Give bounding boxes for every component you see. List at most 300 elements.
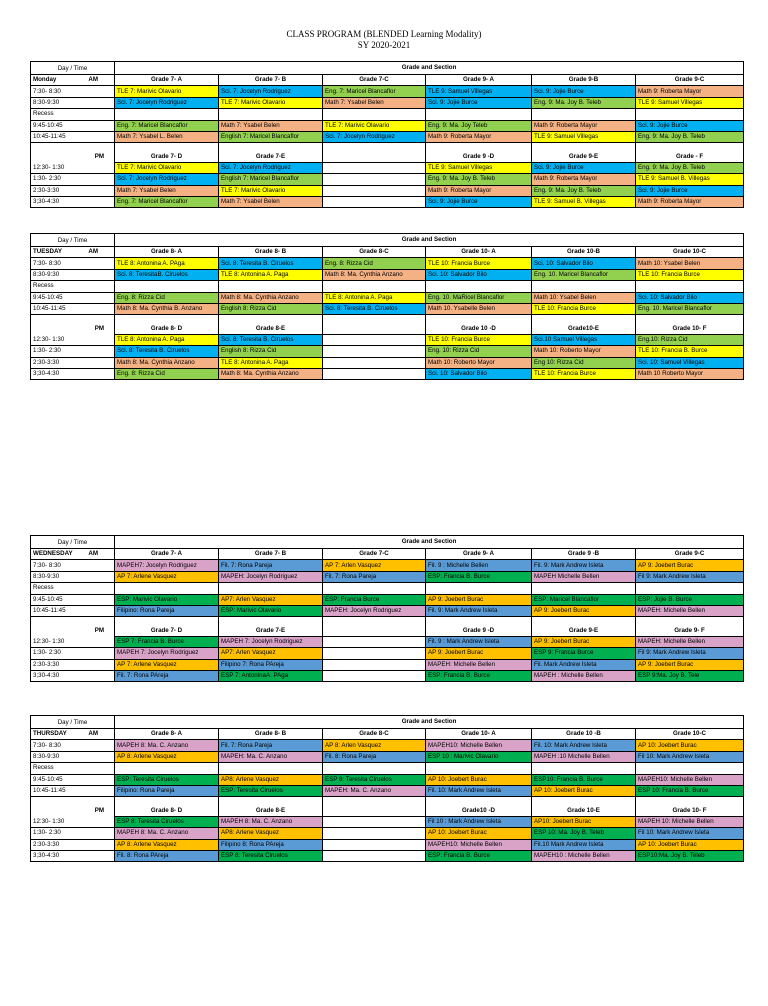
- grade-header: Grade 9-C: [636, 549, 744, 560]
- grade-header: Grade 10 -B: [532, 729, 636, 740]
- class-cell: Sci. 10: Samuel Villegas: [636, 357, 744, 368]
- class-cell: AP 8: Arlen Vasquez: [323, 740, 426, 751]
- spacer-cell: [636, 617, 744, 626]
- class-cell: Fil. 8: Rona Pareja: [323, 751, 426, 762]
- recess-cell: [323, 109, 426, 120]
- time-slot: 2:30-3:30: [31, 185, 115, 196]
- class-cell: Math 7: Ysabel Belen: [219, 120, 323, 131]
- class-cell: Math 10: Roberto Mayor: [532, 346, 636, 357]
- time-slot: 7:30- 8:30: [31, 560, 115, 571]
- recess-cell: [115, 109, 219, 120]
- class-cell: ESP: Maricel Blancaflor: [532, 594, 636, 605]
- grade-header: Grade10 -D: [426, 805, 532, 816]
- recess-label: Recess: [31, 281, 115, 292]
- class-cell: TLE 7: Marivic Olavario: [219, 185, 323, 196]
- class-cell: [323, 850, 426, 861]
- class-cell: MAPEH 8: Ma. C. Anzano: [115, 740, 219, 751]
- recess-cell: [323, 281, 426, 292]
- time-slot: 9:45-10:45: [31, 120, 115, 131]
- class-cell: AP 10: Joebert Burac: [532, 785, 636, 796]
- class-cell: Fil. 10: Mark Andrew Isleta: [426, 785, 532, 796]
- recess-cell: [532, 281, 636, 292]
- class-cell: TLE 8: Antonina A. Paga: [115, 334, 219, 345]
- grade-header: Grade 9-C: [636, 75, 744, 86]
- class-cell: TLE 7: Marivic Olavario: [115, 162, 219, 173]
- class-cell: Eng. 9: Ma. Joy B. Teleb: [426, 174, 532, 185]
- class-cell: Eng. 10. Maricel Blancaflor: [532, 269, 636, 280]
- class-cell: [323, 162, 426, 173]
- class-cell: Sci. 9: Jojie Burce: [426, 196, 532, 207]
- class-cell: ESP 10: Ma. Joy B. Teleb: [532, 828, 636, 839]
- class-cell: Sci. 9: Jojie Burce: [532, 86, 636, 97]
- class-cell: Fil 10: Mark Andrew Isleta: [636, 828, 744, 839]
- class-cell: [323, 816, 426, 827]
- class-cell: English 7: Maricel Blancaflor: [219, 174, 323, 185]
- class-cell: Fil.10 Mark Andrew Isleta: [532, 839, 636, 850]
- time-slot: 1:30- 2:30: [31, 828, 115, 839]
- recess-cell: [636, 109, 744, 120]
- recess-cell: [426, 583, 532, 594]
- class-cell: [323, 670, 426, 681]
- grade-header: Grade 10-B: [532, 247, 636, 258]
- class-cell: AP 9: Joebert Burac: [636, 560, 744, 571]
- class-cell: Fil 9: Mark Andrew Isleta: [636, 571, 744, 582]
- class-cell: Fil. 9: Mark Andrew Isleta: [532, 560, 636, 571]
- class-cell: MAPEH : Michelle Bellen: [532, 670, 636, 681]
- class-cell: Sci. 8: Teresita B. Ciruelos: [219, 334, 323, 345]
- time-slot: 10:45-11:45: [31, 785, 115, 796]
- class-cell: Fil. 7: Rona Pareja: [219, 740, 323, 751]
- grade-header: Grade 7-C: [323, 75, 426, 86]
- day-label-cell: [31, 549, 115, 560]
- class-cell: AP 9: Joebert Burac: [532, 605, 636, 616]
- time-slot: 7:30- 8:30: [31, 86, 115, 97]
- class-cell: ESP: Francia Burce: [323, 594, 426, 605]
- class-cell: TLE 8: Antonina A. Paga: [219, 357, 323, 368]
- class-cell: Math 10. Ysabelle Belen: [426, 303, 532, 314]
- time-slot: 8:30-9:30: [31, 269, 115, 280]
- class-cell: Sci. 10: Salvador Bilo: [426, 269, 532, 280]
- spacer-cell: [219, 315, 323, 324]
- class-cell: Eng. 10. Maricel Blancaflor: [636, 303, 744, 314]
- grade-section-header: Grade and Section: [115, 716, 744, 729]
- class-cell: Sci. 7: Jocelyn Rodriguez: [115, 174, 219, 185]
- spacer-cell: [532, 797, 636, 806]
- grade-header: Grade 7-E: [219, 151, 323, 162]
- class-cell: AP 10: Joebert Burac: [426, 828, 532, 839]
- grade-header: Grade 9-E: [532, 625, 636, 636]
- recess-cell: [426, 109, 532, 120]
- class-cell: Math 9: Roberta Mayor: [532, 120, 636, 131]
- class-cell: AP 8: Arlene Vasquez: [115, 751, 219, 762]
- spacer-cell: [219, 617, 323, 626]
- class-cell: ESP: Francia B. Burce: [426, 571, 532, 582]
- class-cell: AP 9: Joebert Burac: [426, 594, 532, 605]
- spacer-cell: [532, 143, 636, 152]
- time-slot: 3;30-4:30: [31, 850, 115, 861]
- grade-header: Grade 9 -D: [426, 625, 532, 636]
- class-cell: Fil. 10: Mark Andrew Isleta: [532, 740, 636, 751]
- class-cell: ESP: Teresita Ciruelos: [115, 774, 219, 785]
- class-cell: AP 10: Joebert Burac: [426, 774, 532, 785]
- class-cell: ESP: Marivic Olavario: [115, 594, 219, 605]
- spacer-cell: [636, 315, 744, 324]
- grade-header: Grade 10 -D: [426, 323, 532, 334]
- class-cell: Math 7: Ysabel Belen: [115, 185, 219, 196]
- class-cell: MAPEH Michelle Bellen: [532, 571, 636, 582]
- day-name: THURSDAY: [33, 730, 67, 738]
- class-cell: Eng. 8: Rizza Cid: [115, 292, 219, 303]
- class-cell: MAPEH 10: Michelle Bellen: [636, 816, 744, 827]
- class-cell: MAPEH: Jocelyn Rodriguez: [219, 571, 323, 582]
- class-cell: AP 9: Joebert Burac: [636, 659, 744, 670]
- class-cell: MAPEH 8: Ma. C. Anzano: [115, 828, 219, 839]
- time-slot: 1:30- 2:30: [31, 346, 115, 357]
- class-cell: TLE 7: Marivic Olavario: [219, 97, 323, 108]
- grade-header: Grade 10- F: [636, 323, 744, 334]
- class-cell: ESP 7: AntoninaA. PAga: [219, 670, 323, 681]
- class-cell: TLE 8: Antonina A. Paga: [323, 292, 426, 303]
- class-cell: ESP: Francia B. Burce: [426, 850, 532, 861]
- class-cell: Eng. 7: Maricel Blancaflor: [115, 120, 219, 131]
- class-cell: ESP: Jojie B. Burce: [636, 594, 744, 605]
- class-cell: Fil 10 : Mark Andrew Isleta: [426, 816, 532, 827]
- time-slot: 1:30- 2:30: [31, 174, 115, 185]
- class-cell: Fil. 7: Rona Pareja: [323, 571, 426, 582]
- class-cell: MAPEH 8: Ma. C. Anzano: [219, 816, 323, 827]
- class-cell: TLE 9: Samuel Villegas: [426, 162, 532, 173]
- class-cell: AP8: Arlene Vasquez: [219, 774, 323, 785]
- class-cell: MAPEH 7: Jocelyn Rodriguez: [219, 636, 323, 647]
- grade-header: Grade 10- A: [426, 729, 532, 740]
- class-cell: [323, 174, 426, 185]
- class-cell: MAPEH10: Michelle Bellen: [426, 839, 532, 850]
- spacer-cell: [323, 797, 426, 806]
- class-cell: TLE 10: Francia B. Burce: [636, 346, 744, 357]
- class-cell: Math 7: Ysabel L. Belen: [115, 131, 219, 142]
- class-cell: ESP 8: Teresita Ciruelos: [219, 850, 323, 861]
- class-cell: AP7: Arlen Vasquez: [219, 594, 323, 605]
- spacer-cell: [115, 143, 219, 152]
- spacer-cell: [31, 617, 115, 626]
- grade-header: Grade - F: [636, 151, 744, 162]
- class-cell: Math 8: Ma. Cynthia Anzano: [219, 368, 323, 379]
- class-cell: Eng. 8: Rizza Cid: [115, 368, 219, 379]
- class-cell: Sci. 8: Teresita B. Ciruelos: [323, 303, 426, 314]
- class-cell: MAPEH: Ma. C. Anzano: [323, 785, 426, 796]
- spacer-cell: [426, 315, 532, 324]
- grade-header: Grade 7-E: [219, 625, 323, 636]
- class-cell: [323, 839, 426, 850]
- recess-cell: [323, 763, 426, 774]
- day-time-header: Day / Time: [31, 536, 115, 549]
- grade-header: Grade 9- F: [636, 625, 744, 636]
- time-slot: 8:30-9:30: [31, 97, 115, 108]
- grade-header: Grade 8- D: [115, 323, 219, 334]
- class-cell: Sci. 7: Jocelyn Rodriguez: [219, 162, 323, 173]
- grade-header: Grade 8- B: [219, 247, 323, 258]
- class-cell: Fil. 7: Rona Pareja: [219, 560, 323, 571]
- class-cell: Sci. 10: Salvador Bilo: [426, 368, 532, 379]
- class-cell: TLE 10: Francia Burce: [532, 303, 636, 314]
- day-label-cell: [31, 75, 115, 86]
- grade-header: Grade 9- A: [426, 75, 532, 86]
- class-cell: Sci. 7: Jocelyn Rodriguez: [219, 86, 323, 97]
- class-cell: Sci. 9: Jojie Burce: [532, 162, 636, 173]
- time-slot: 12:30- 1:30: [31, 816, 115, 827]
- class-cell: Eng. 9: Ma. Joy B. Teleb: [532, 97, 636, 108]
- class-cell: MAPEH: Jocelyn Rodriguez: [323, 605, 426, 616]
- class-cell: MAPEH: Ma. C. Anzano: [219, 751, 323, 762]
- time-slot: 7:30- 8:30: [31, 740, 115, 751]
- grade-header: [323, 625, 426, 636]
- class-cell: ESP10:Ma. Joy B. Teleb: [636, 850, 744, 861]
- class-cell: TLE 9: Samuel B. Villegas: [636, 174, 744, 185]
- class-cell: Math 9: Roberta Mayor: [636, 86, 744, 97]
- recess-cell: [636, 763, 744, 774]
- recess-cell: [219, 109, 323, 120]
- class-cell: Eng. 8: Rizza Cid: [323, 258, 426, 269]
- class-cell: Filipino: Rona Pareja: [115, 605, 219, 616]
- class-cell: Math 8: Ma. Cynthia Anzano: [219, 292, 323, 303]
- class-cell: Sci. 8: Teresita B. Ciruelos: [115, 346, 219, 357]
- time-slot: 12:30- 1:30: [31, 334, 115, 345]
- time-slot: 2:30-3:30: [31, 839, 115, 850]
- time-slot: 8:30-9:30: [31, 751, 115, 762]
- class-cell: Fil. 8: Rona PAreja: [115, 850, 219, 861]
- pm-label: PM: [31, 625, 115, 636]
- class-cell: Math 10: Ysabel Belen: [636, 258, 744, 269]
- class-cell: [323, 828, 426, 839]
- spacer-cell: [323, 315, 426, 324]
- am-label: AM: [88, 550, 98, 558]
- class-cell: TLE 7: Marivic Olavario: [115, 86, 219, 97]
- class-cell: AP 10: Joebert Burac: [636, 839, 744, 850]
- grade-header: Grade 7-C: [323, 549, 426, 560]
- class-cell: MAPEH 7: Jocelyn Rodriguez: [115, 648, 219, 659]
- class-cell: TLE 10: Francia Burce: [636, 269, 744, 280]
- class-cell: MAPEH10 : Michelle Bellen: [532, 850, 636, 861]
- class-cell: TLE 10: Francia Burce: [426, 334, 532, 345]
- time-slot: 8:30-9:30: [31, 571, 115, 582]
- recess-cell: [219, 583, 323, 594]
- class-cell: Sci. 8: TeresitaB. Ciruelos: [115, 269, 219, 280]
- recess-cell: [636, 583, 744, 594]
- grade-section-header: Grade and Section: [115, 62, 744, 75]
- class-cell: [323, 185, 426, 196]
- spacer-cell: [115, 315, 219, 324]
- day-label-cell: [31, 729, 115, 740]
- recess-cell: [532, 763, 636, 774]
- class-cell: Sci. 9: Jojie Burce: [426, 97, 532, 108]
- class-cell: ESP 10: Francia B. Burce: [636, 785, 744, 796]
- recess-label: Recess: [31, 763, 115, 774]
- class-cell: Math 10: Ysabel Belen: [532, 292, 636, 303]
- spacer-cell: [636, 143, 744, 152]
- class-cell: Fil. 9: Mark Andrew Isleta: [426, 605, 532, 616]
- class-cell: ESP 8: Teresita Ciruelos: [323, 774, 426, 785]
- recess-label: Recess: [31, 109, 115, 120]
- recess-cell: [426, 763, 532, 774]
- class-cell: [323, 196, 426, 207]
- pm-label: PM: [31, 323, 115, 334]
- class-cell: Eng. 9: Ma. Joy B. Teleb: [532, 185, 636, 196]
- class-cell: AP 8: Arlene Vasquez: [115, 839, 219, 850]
- class-cell: Math 8: Ma. Cynthia B. Anzano: [115, 303, 219, 314]
- class-cell: TLE 9: Samuel B. Villegas: [532, 196, 636, 207]
- class-cell: Sci. 10: Salvador Bilo: [532, 258, 636, 269]
- grade-header: Grade 10-E: [532, 805, 636, 816]
- class-cell: ESP: Teresita Ciruelos: [219, 785, 323, 796]
- day-time-header: Day / Time: [31, 62, 115, 75]
- spacer-cell: [426, 797, 532, 806]
- class-cell: Fil. 7: Rona PAreja: [115, 670, 219, 681]
- grade-header: Grade 8-E: [219, 805, 323, 816]
- spacer-cell: [115, 797, 219, 806]
- class-cell: Math 8: Ma. Cynthia Anzano: [115, 357, 219, 368]
- time-slot: 9:45-10:45: [31, 774, 115, 785]
- recess-cell: [532, 583, 636, 594]
- spacer-cell: [532, 315, 636, 324]
- grade-header: Grade 10- A: [426, 247, 532, 258]
- recess-cell: [115, 763, 219, 774]
- class-cell: AP 10: Joebert Burac: [636, 740, 744, 751]
- grade-header: Grade 8-C: [323, 729, 426, 740]
- am-label: AM: [88, 248, 98, 256]
- class-cell: Eng. 7: Maricel Blancaflor: [323, 86, 426, 97]
- class-cell: AP8: Arlene Vasquez: [219, 828, 323, 839]
- class-cell: English 8: Rizza Cid: [219, 346, 323, 357]
- class-cell: Eng. 9: Ma. Joy Teleb: [426, 120, 532, 131]
- class-cell: Fil 9: Mark Andrew Isleta: [636, 648, 744, 659]
- class-cell: MAPEH10: Michelle Bellen: [426, 740, 532, 751]
- grade-header: Grade 7- A: [115, 549, 219, 560]
- schedule-table-tuesday: [30, 233, 744, 380]
- grade-header: Grade 8- D: [115, 805, 219, 816]
- time-slot: 2:30-3:30: [31, 659, 115, 670]
- grade-header: Grade 10- F: [636, 805, 744, 816]
- class-cell: Fil 10: Mark Andrew Isleta: [636, 751, 744, 762]
- class-cell: ESP 7: Francia B. Burce: [115, 636, 219, 647]
- pm-label: PM: [31, 151, 115, 162]
- spacer-cell: [426, 143, 532, 152]
- class-cell: TLE 8: Antonina A. Paga: [219, 269, 323, 280]
- class-cell: AP 9: Joebert Burac: [532, 636, 636, 647]
- class-cell: Sci. 8: Teresita B. Ciruelos: [219, 258, 323, 269]
- class-cell: Math 8: Ma. Cynthia Anzano: [323, 269, 426, 280]
- time-slot: 10:45-11:45: [31, 131, 115, 142]
- grade-header: Grade 9 -B: [532, 549, 636, 560]
- time-slot: 2:30-3:30: [31, 357, 115, 368]
- grade-header: Grade 7- A: [115, 75, 219, 86]
- recess-cell: [115, 281, 219, 292]
- class-cell: Eng. 7: Maricel Blancaflor: [115, 196, 219, 207]
- recess-cell: [219, 281, 323, 292]
- class-cell: Math 10 Roberto Mayor: [636, 368, 744, 379]
- class-cell: Eng. 10. MaRicel Blancaflor: [426, 292, 532, 303]
- am-label: AM: [88, 730, 98, 738]
- time-slot: 12:30- 1:30: [31, 636, 115, 647]
- spacer-cell: [636, 797, 744, 806]
- class-cell: [323, 368, 426, 379]
- class-cell: [323, 659, 426, 670]
- class-cell: Math 9: Roberta Mayor: [426, 185, 532, 196]
- recess-cell: [115, 583, 219, 594]
- class-cell: MAPEH: Michelle Bellen: [636, 605, 744, 616]
- grade-header: Grade 9 -D: [426, 151, 532, 162]
- class-cell: Eng. 9: Ma. Joy B. Teleb: [636, 131, 744, 142]
- recess-label: Recess: [31, 583, 115, 594]
- class-cell: MAPEH: Michelle Bellen: [426, 659, 532, 670]
- class-cell: ESP 9: Francia Burce: [532, 648, 636, 659]
- class-cell: TLE 10: Francia Burce: [426, 258, 532, 269]
- class-cell: [323, 357, 426, 368]
- grade-header: Grade 7- D: [115, 625, 219, 636]
- time-slot: 3;30-4:30: [31, 368, 115, 379]
- time-slot: 12:30- 1:30: [31, 162, 115, 173]
- class-cell: MAPEH :10 Michelle Bellen: [532, 751, 636, 762]
- class-cell: Sci. 9: Jojie Burce: [636, 185, 744, 196]
- class-cell: ESP10: Francia B. Burce: [532, 774, 636, 785]
- document-title: CLASS PROGRAM (BLENDED Learning Modality): [286, 29, 482, 39]
- day-time-header: Day / Time: [31, 234, 115, 247]
- recess-cell: [426, 281, 532, 292]
- day-time-header: Day / Time: [31, 716, 115, 729]
- spacer-cell: [532, 617, 636, 626]
- schedule-table-wednesday: [30, 535, 744, 682]
- class-cell: Eng 10: Rizza Cid: [532, 357, 636, 368]
- grade-header: [323, 323, 426, 334]
- class-cell: Filipino: Rona Pareja: [115, 785, 219, 796]
- class-cell: Math 9: Roberta Mayor: [532, 174, 636, 185]
- class-cell: Sci. 7: Jocelyn Rodriguez: [115, 97, 219, 108]
- class-cell: Math 7: Ysabel Belen: [219, 196, 323, 207]
- grade-section-header: Grade and Section: [115, 536, 744, 549]
- grade-header: Grade 9-E: [532, 151, 636, 162]
- grade-header: Grade 7- D: [115, 151, 219, 162]
- class-cell: Math 9: Roberta Mayor: [636, 196, 744, 207]
- class-cell: ESP 10 : Marivic Olavario: [426, 751, 532, 762]
- recess-cell: [636, 281, 744, 292]
- class-cell: Eng. 10: Rizza Cid: [426, 346, 532, 357]
- class-cell: ESP: Francia B. Burce: [426, 670, 532, 681]
- class-cell: [323, 648, 426, 659]
- class-cell: ESP 9:Ma. Joy B. Tele: [636, 670, 744, 681]
- class-cell: Sci. 10: Salvador Bilo: [636, 292, 744, 303]
- spacer-cell: [426, 617, 532, 626]
- class-cell: Sci. 7: Jocelyn Rodriguez: [323, 131, 426, 142]
- time-slot: 10:45-11:45: [31, 605, 115, 616]
- recess-cell: [323, 583, 426, 594]
- class-cell: Sci.10 Samuel Villegas: [532, 334, 636, 345]
- grade-header: Grade10-E: [532, 323, 636, 334]
- am-label: AM: [88, 76, 98, 84]
- spacer-cell: [31, 143, 115, 152]
- class-cell: Sci. 9: Jojie Burce: [636, 120, 744, 131]
- class-cell: MAPEH: Michelle Bellen: [636, 636, 744, 647]
- grade-header: Grade 10-C: [636, 247, 744, 258]
- document-subtitle: SY 2020-2021: [357, 40, 411, 50]
- day-name: Monday: [33, 76, 57, 84]
- pm-label: PM: [31, 805, 115, 816]
- class-cell: Filipino 7: Rona PAreja: [219, 659, 323, 670]
- class-cell: Fil. Mark Andrew Isleta: [532, 659, 636, 670]
- class-cell: Eng.10: Rizza Cid: [636, 334, 744, 345]
- time-slot: 10:45-11:45: [31, 303, 115, 314]
- class-cell: AP 7: Arlene Vasquez: [115, 571, 219, 582]
- class-cell: AP 7: Arlene Vasquez: [115, 659, 219, 670]
- class-cell: English 8: Rizza Cid: [219, 303, 323, 314]
